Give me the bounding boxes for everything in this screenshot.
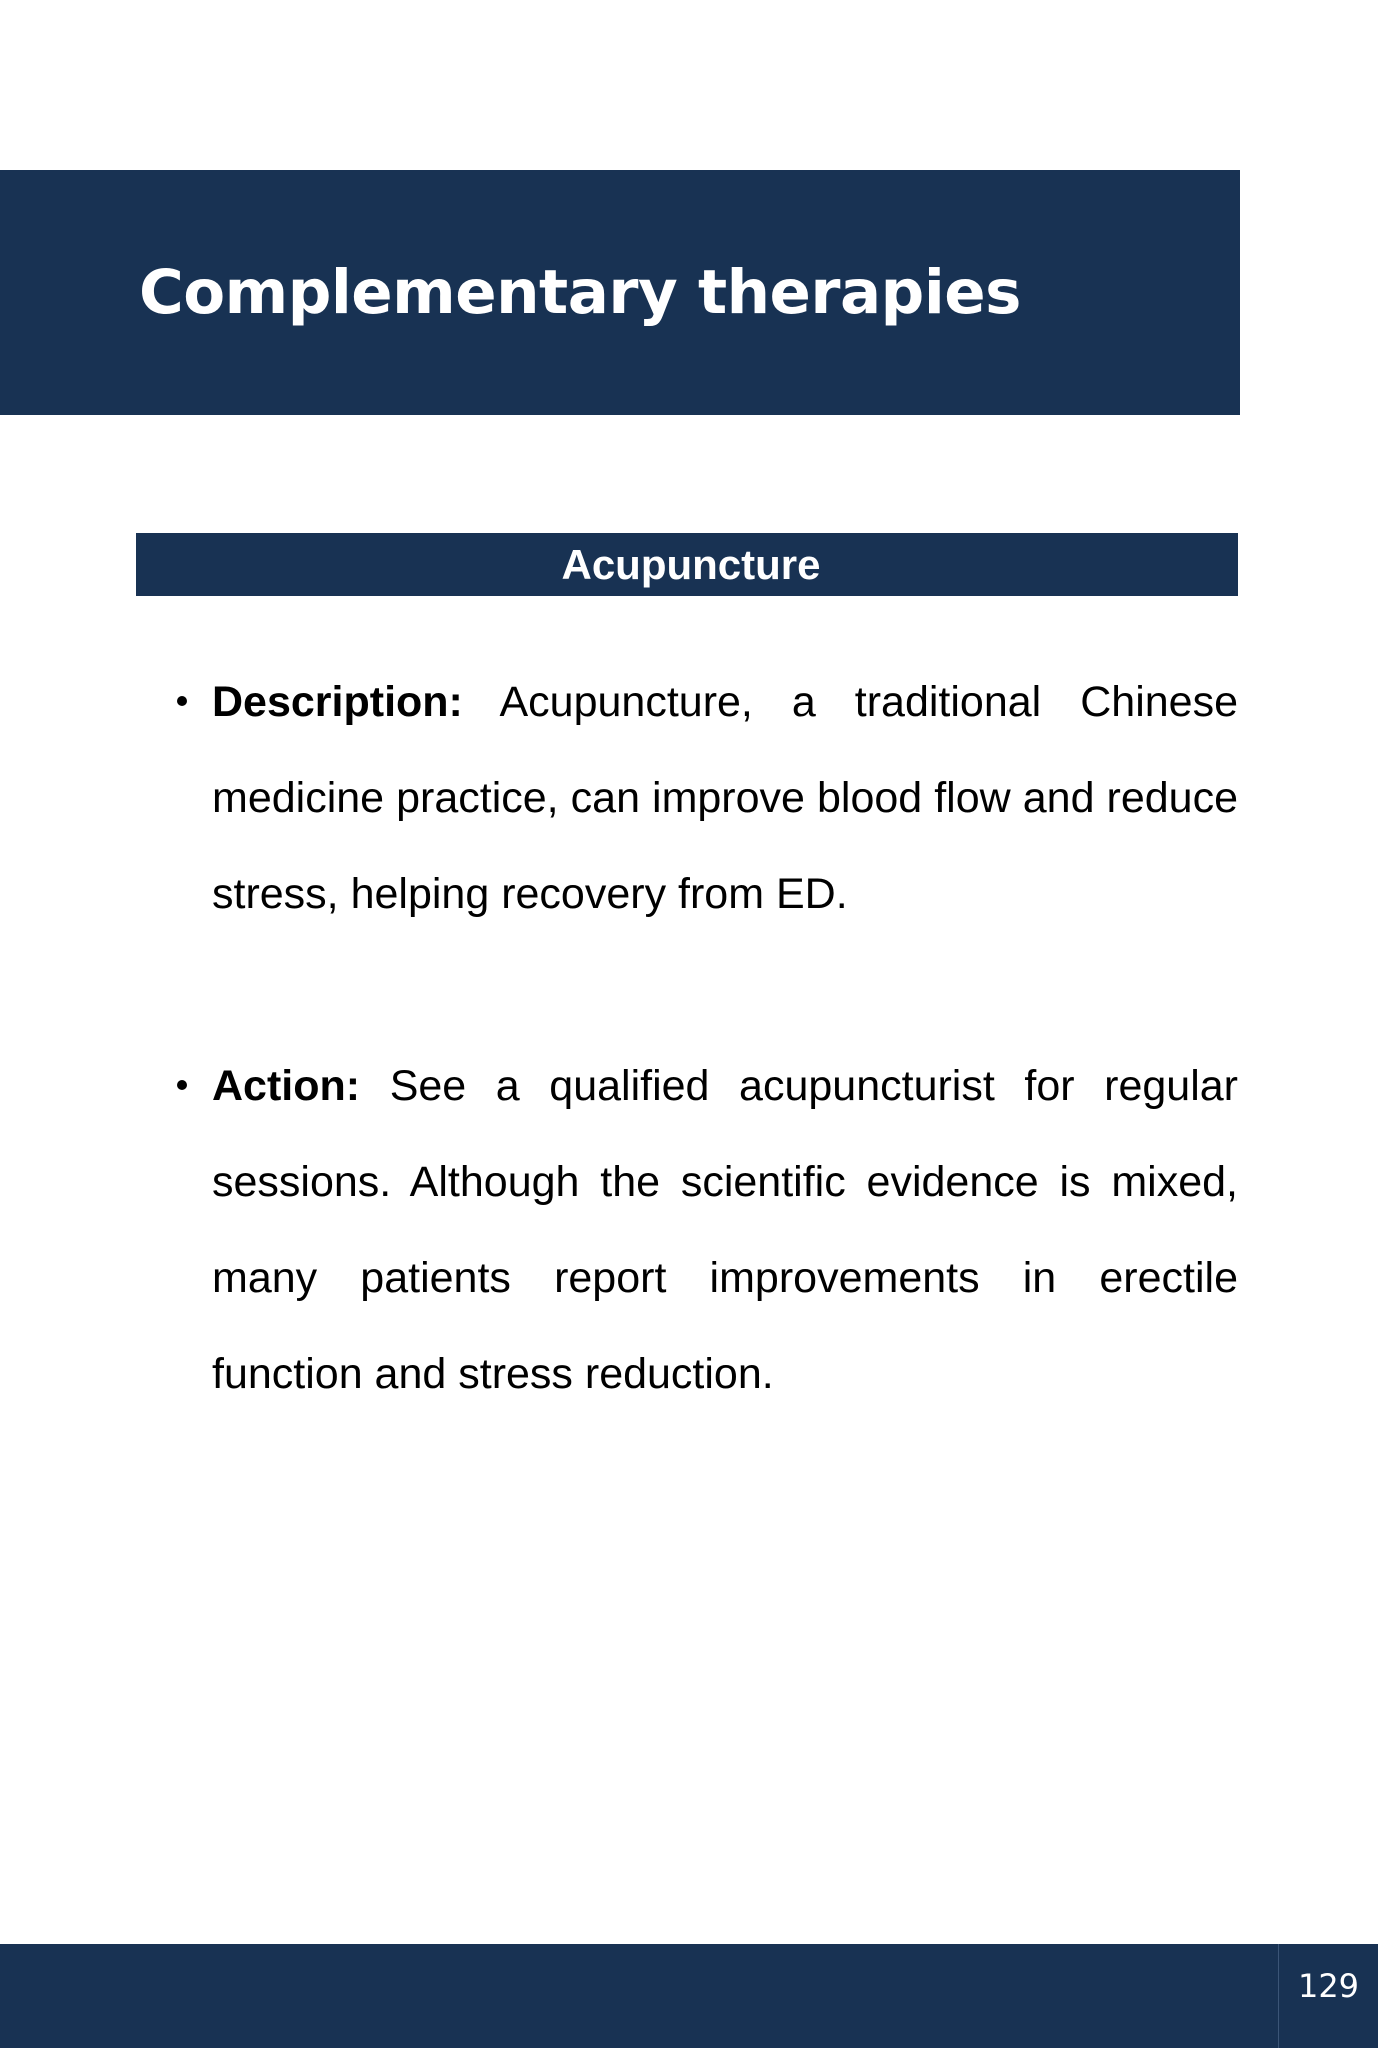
- section-heading: Acupuncture: [561, 540, 821, 588]
- footer-bar: [0, 1944, 1378, 2048]
- bullet-text: Acupuncture, a traditional Chinese medicine practice, can improve blood flow and reduce stress, helping recovery from ED.: [212, 678, 1238, 918]
- title-banner: [0, 170, 1240, 415]
- bullet-dot-icon: [177, 1080, 187, 1090]
- page-title: Complementary therapies: [139, 257, 1021, 328]
- section-heading-bar: [136, 533, 1238, 596]
- bullet-dot-icon: [177, 696, 187, 706]
- page-number: 129: [1297, 1967, 1360, 2005]
- list-item-action: [212, 1038, 1238, 1422]
- bullet-label: Description:: [212, 678, 463, 726]
- bullet-label: Action:: [212, 1062, 361, 1110]
- list-item-description: [212, 654, 1238, 942]
- bullet-text: See a qualified acupuncturist for regular sessions. Although the scientific evidence is mixed, many patients report improvements in erectile function and stress reduction.: [212, 1062, 1238, 1398]
